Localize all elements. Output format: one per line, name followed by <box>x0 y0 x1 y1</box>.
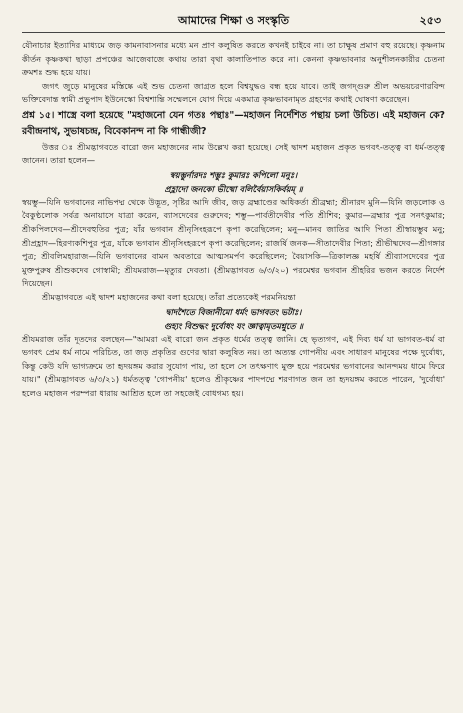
page-body <box>22 39 445 400</box>
page-header <box>22 6 445 33</box>
answer-continued: শ্রীমদ্ভাগবতে এই দ্বাদশ মহাজনের কথা বলা হয়েছে। তাঁরা প্রত্যেকেই পরমনিয়ন্তা <box>42 291 296 302</box>
verse-1-line-1: স্বয়ম্ভুর্নারদঃ শম্ভুঃ কুমারঃ কপিলো মনুঃ। <box>169 169 298 180</box>
question-heading: প্রশ্ন ১৫। শাস্ত্রে বলা হয়েছে "মহাজনো যেন গতঃ পন্থাঃ"—মহাজন নির্দেশিত পন্থায় চলা উচিত। এই মহাজন কে? রবীন্দ্রনাথ, সুভাষচন্দ্র, বিবেকানন্দ না কি গান্ধীজী? <box>22 109 445 137</box>
yamaraja-quote: শ্রীযমরাজ তাঁর দূতদের বলছেন—"আমরা এই বারো জন প্রকৃত ধর্মের তত্ত্ব জানি। হে ভৃত্যগণ, এই দিব্য ধর্ম যা ভাগবত-ধর্ম বা ভগবৎ প্রেম ধর্ম নামে পরিচিত, তা জড় প্রকৃতির গুণের দ্বারা কলুষিত নয়। তা অত্যন্ত গোপনীয় এবং সাধারণ মানুষের পক্ষে দুর্বোধ্য, কিন্তু কেউ যদি ভাগ্যক্রমে তা হৃদয়ঙ্গম করার সুযোগ পায়, তা হলে সে তৎক্ষণাৎ মুক্ত হয়ে পরমেশ্বর ভগবানের আনন্দময় ধামে ফিরে যায়।" (শ্রীমদ্ভাগবত ৬/৩/২১) ধর্মতত্ত্ব 'গোপনীয়' হলেও শ্রীকৃষ্ণের পাদপদ্মে শরণাগত জন তা হৃদয়ঙ্গম করতে পারেন, 'দুর্বোধ্য' হলেও মহাজন পরম্পরা ধারায় আশ্রিত হলে তা সহজেই বোধগম্য হয়। <box>22 333 445 398</box>
answer-intro: উত্তর ঃ শ্রীমদ্ভাগবতে বারো জন মহাজনের নাম উল্লেখ করা হয়েছে। সেই দ্বাদশ মহাজন প্রকৃত ভগবৎ-তত্ত্ব বা ধর্ম-তত্ত্ব জানেন। তারা হলেন— <box>22 141 445 166</box>
mahajan-list: স্বয়ম্ভু—যিনি ভগবানের নাভিপদ্ম থেকে উদ্ভূত, সৃষ্টির আদি জীব, জড় ব্রহ্মাণ্ডের অধিকর্তা শ্রীব্রহ্মা; শ্রীনারদ মুনি—যিনি জড়লোক ও বৈকুণ্ঠলোক সর্বত্র অনায়াসে যাত্রা করেন, ব্যাসদেবের গুরুদেব; শম্ভু—পার্বতীদেবীর পতি শ্রীশিব; কুমার—ব্রহ্মার পুত্র সনৎকুমার; শ্রীকপিলদেব—শ্রীদেবহুতির পুত্র; যাঁর ভগবান শ্রীনৃসিংহরূপে কৃপা করেছিলেন; মনু—মানব জাতির আদি পিতা শ্রীস্বায়ম্ভুব মনু; শ্রীপ্রহ্লাদ—হিরণ্যকশিপুর পুত্র, যাঁকে ভগবান শ্রীনৃসিংহরূপে কৃপা করেছিলেন; রাজর্ষি জনক—সীতাদেবীর পিতা; শ্রীভীষ্মদেব—শ্রীগঙ্গার পুত্র; শ্রীবলিমহারাজ—যিনি ভগবানের বামন অবতারে আত্মসমর্পণ করেছিলেন; বৈয়াসকি—ত্রিকালজ্ঞ মহর্ষি শ্রীব্যাসদেবের পুত্র মুক্তপুরুষ শ্রীশুকদেব গোস্বামী; শ্রীযমরাজ—মৃত্যুর দেবতা। (শ্রীমদ্ভাগবত ৬/৩/২০) পরমেশ্বর ভগবান শ্রীহরির ভজন করতে নির্দেশ দিয়েছেন। <box>22 196 445 289</box>
paragraph-2: জগৎ জুড়ে মানুষের মস্তিষ্কে এই শুভ চেতনা জাগ্রত হলে বিশ্বযুদ্ধও বন্ধ হয়ে যাবে। তাই জগদ্গুরু শ্রীল অভয়চরণারবিন্দ ভক্তিবেদান্ত স্বামী প্রভুপাদ ইউনেস্কো বিশ্বশান্তি সম্মেলনে যোগ দিয়ে একমাত্র কৃষ্ণভাবনামৃত গ্রহণের কথাই ঘোষণা করেছেন। <box>22 80 445 105</box>
verse-1-line-2: প্রহ্লাদো জনকো ভীষ্মো বলির্বৈয়াসকির্বয়ম্ ॥ <box>164 183 303 194</box>
paragraph-1: যৌনাচার ইত্যাদির মাধ্যমে জড় কামনাবাসনার মধ্যে মন প্রাণ কলুষিত করতে কখনই চাইবে না। তা চাক্ষুষ প্রমাণ বহু রয়েছে। কৃষ্ণনাম কীর্তন কৃষ্ণকথা ছাড়া প্রপঞ্চের আজেবাজে কথায় তারা বৃথা কালাতিপাত করে না। কেননা কৃষ্ণভাবনার অনুশীলনকারীর চেতনা ক্রমশঃ শুদ্ধ হয়ে যায়। <box>22 40 445 78</box>
verse-2-line-1: দ্বাদশৈতে বিজানীমো ধর্মং ভাগবতং ভটাঃ। <box>165 306 302 317</box>
running-title: আমাদের শিক্ষা ও সংস্কৃতি <box>177 14 290 27</box>
verse-2-line-2: গুহ্যং বিশুদ্ধং দুর্বোধং যং জ্ঞাত্বামৃতমশ্নুতে ॥ <box>164 320 303 331</box>
page-number: ২৫৩ <box>419 14 441 27</box>
